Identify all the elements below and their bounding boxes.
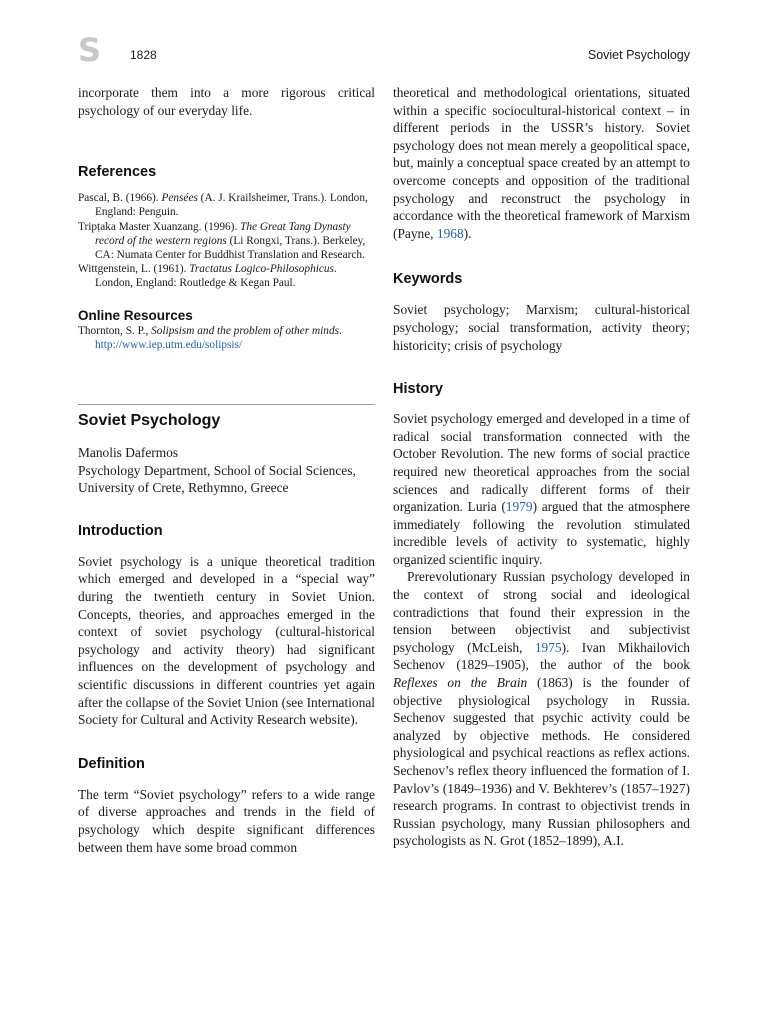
definition-text: The term “Soviet psychology” refers to a wide range of diverse approaches and trends in the field of psychology which despite significant differences between them have some broad common [78, 786, 375, 855]
author-affiliation: Psychology Department, School of Social Sciences, University of Crete, Rethymno, Greece [78, 462, 356, 496]
keywords-heading: Keywords [393, 271, 463, 288]
online-resource-item: Thornton, S. P., Solipsism and the problem of other minds. http://www.iep.utm.edu/solipsis/ [78, 324, 342, 351]
citation-link[interactable]: 1979 [505, 499, 533, 515]
reference-item: Tripṭaka Master Xuanzang. (1996). The Great Tang Dynasty record of the western regions (Li Rongxi, Trans.). Berkeley, CA: Numata Center for Buddhist Translation and Research. [78, 220, 366, 261]
history-heading: History [393, 381, 443, 398]
left-column [78, 84, 375, 856]
history-paragraph-2: Prerevolutionary Russian psychology developed in the context of strong social and ideological contradictions that found their expression in the tension between objectivist and subjectivist psychology (McLeish, 1975). Ivan Mikhailovich Sechenov (1829–1905), the author of the book Reflexes on the Brain (1863) is the founder of objective physiological psychology in Russia. Sechenov suggested that psychic activity could be analyzed by objective methods. He considered physiological and psychical reactions as reflex actions. Sechenov’s reflex theory influenced the formation of I. Pavlov’s (1849–1936) and V. Bekhterev’s (1857–1927) research programs. In contrast to objectivist trends in Russian psychology, many Russian philosophers and psychologists as N. Grot (1852–1899), A.I. [393, 569, 691, 849]
section-letter: S [78, 31, 102, 69]
running-head: Soviet Psychology [587, 48, 690, 62]
history-paragraph-1: Soviet psychology emerged and developed in a time of radical social transformation connected with the October Revolution. The new forms of social practice required new theoretical approaches from the social sciences and radically different forms of their organization. Luria (1979) argued that the atmosphere immediately following the revolution stimulated incredible levels of activity to systematic, highly organized scientific inquiry. [393, 411, 690, 567]
references-heading: References [78, 164, 157, 181]
online-resource-link[interactable]: http://www.iep.utm.edu/solipsis/ [95, 338, 243, 351]
introduction-text: Soviet psychology is a unique theoretical tradition which emerged and developed in a “special way” during the twentieth century in Soviet Union. Concepts, theories, and approaches emerged in the context of soviet psychology (cultural-historical psychology and activity theory) had significant influences on the development of psychology and scientific discussions in different countries yet again after the collapse of the Soviet Union (see International Society for Cultural and Activity Research website). [78, 553, 375, 728]
intro-continuation: incorporate them into a more rigorous critical psychology of our everyday life. [78, 85, 375, 118]
reference-item: Pascal, B. (1966). Pensées (A. J. Krailsheimer, Trans.). London, England: Penguin. [78, 192, 368, 219]
reference-item: Wittgenstein, L. (1961). Tractatus Logico-Philosophicus. London, England: Routledge & Kegan Paul. [78, 263, 337, 290]
citation-link[interactable]: 1968 [436, 225, 464, 241]
online-resources-heading: Online Resources [78, 307, 193, 323]
page-number: 1828 [130, 48, 157, 62]
introduction-heading: Introduction [78, 522, 163, 539]
citation-link[interactable]: 1975 [534, 639, 562, 655]
right-column [393, 84, 690, 850]
definition-heading: Definition [78, 755, 145, 772]
definition-continuation: theoretical and methodological orientations, situated within a specific sociocultural-historical context – in different periods in the USSR’s history. Soviet psychology does not mean merely a geopolitical space, but, mainly a conceptual space created by an attempt to overcome concepts and opposition of the traditional psychology and reconstruct the psychology in accordance with the theoretical framework of Marxism (Payne, 1968). [393, 85, 690, 241]
author-name: Manolis Dafermos [78, 445, 179, 461]
references-list [78, 191, 375, 290]
article-title: Soviet Psychology [78, 412, 221, 430]
keywords-text: Soviet psychology; Marxism; cultural-historical psychology; social transformation, activity theory; historicity; crisis of psychology [393, 302, 690, 353]
page-header [0, 0, 768, 80]
